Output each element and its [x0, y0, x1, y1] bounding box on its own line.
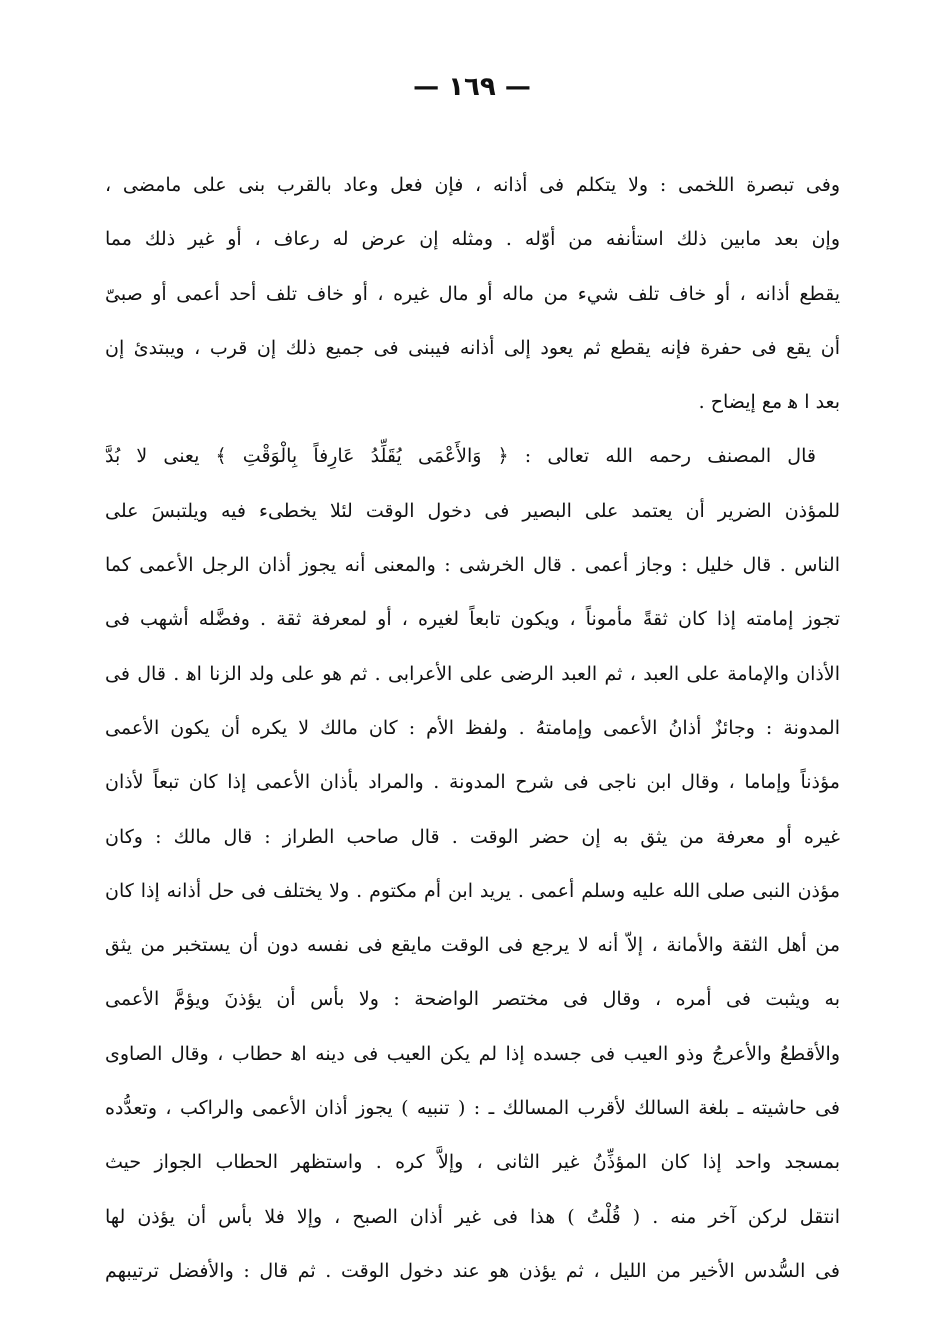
text-line: فى حاشيته ـ بلغة السالك لأقرب المسالك ـ : ( تنبيه ) يجوز أذان الأعمى والراكب ، وتعدُّده [105, 1097, 840, 1120]
text-line: بمسجد واحد إذا كان المؤذِّنُ غير الثانى ، وإلاَّ كره . واستظهر الحطاب الجواز حيث [105, 1151, 840, 1174]
body-text [105, 158, 840, 1298]
text-line: فى السُّدس الأخير من الليل ، ثم يؤذن هو عند دخول الوقت . ثم قال : والأفضل ترتيبهم [105, 1259, 840, 1282]
text-line: يقطع أذانه ، أو خاف تلف شيء من ماله أو مال غيره ، أو خاف تلف أحد أعمى أو صبىّ [105, 282, 840, 305]
text-line: بعد ا ﻫ مع إيضاح . [698, 391, 840, 414]
text-line: قال المصنف رحمه الله تعالى : ﴿ وَالأَعْمَى يُقَلِّدُ عَارِفاً بِالْوَقْتِ ﴾ يعنى لا بُدَّ [105, 445, 816, 468]
text-line: الناس . قال خليل : وجاز أعمى . قال الخرشى : والمعنى أنه يجوز أذان الرجل الأعمى كما [105, 554, 840, 577]
text-line: وإن بعد مابين ذلك استأنفه من أوّله . ومثله إن عرض له رعاف ، أو غير ذلك مما [105, 228, 840, 251]
text-line: أن يقع فى حفرة فإنه يقطع ثم يعود إلى أذانه فيبنى فى جميع ذلك إن قرب ، ويبتدئ إن [105, 336, 840, 359]
text-line: تجوز إمامته إذا كان ثقةً مأموناً ، ويكون تابعاً لغيره ، أو لمعرفة ثقة . وفضَّله أشهب فى [105, 608, 840, 631]
text-line: وفى تبصرة اللخمى : ولا يتكلم فى أذانه ، فإن فعل وعاد بالقرب بنى على مامضى ، [105, 174, 840, 196]
text-line: مؤذناً وإماما ، وقال ابن ناجى فى شرح المدونة . والمراد بأذان الأعمى إذا كان تبعاً لأذان [105, 771, 840, 794]
text-line: الأذان والإمامة على العبد ، ثم العبد الرضى على الأعرابى . ثم هو على ولد الزنا اﻫ . قال فى [105, 662, 840, 685]
text-line: غيره أو معرفة من يثق به إن حضر الوقت . قال صاحب الطراز : قال مالك : وكان [105, 825, 840, 848]
text-line: والأقطعُ والأعرجُ وذو العيب فى جسده إذا لم يكن العيب فى دينه اﻫ حطاب ، وقال الصاوى [105, 1042, 840, 1065]
text-line: به ويثبت فى أمره ، وقال فى مختصر الواضحة : ولا بأس أن يؤذنَ ويؤمَّ الأعمى [105, 988, 840, 1011]
text-line: المدونة : وجائزٌ أذانُ الأعمى وإمامتهُ . ولفظ الأم : كان مالك لا يكره أن يكون الأعمى [105, 716, 840, 739]
text-line: من أهل الثقة والأمانة ، إلاّ أنه لا يرجع فى الوقت مايقع فى نفسه دون أن يستخبر من يثق [105, 934, 840, 957]
page-number: — ١٦٩ — [413, 72, 531, 102]
text-line: مؤذن النبى صلى الله عليه وسلم أعمى . يريد ابن أم مكتوم . ولا يختلف فى حل أذانه إذا كان [105, 879, 840, 902]
text-line: انتقل لركن آخر منه . ( قُلْتُ ) هذا فى غير أذان الصبح ، وإلا فلا بأس أن يؤذن لها [105, 1205, 840, 1228]
text-line: للمؤذن الضرير أن يعتمد على البصير فى دخول الوقت لئلا يخطىء فيه ويلتبسَ على [105, 499, 840, 522]
